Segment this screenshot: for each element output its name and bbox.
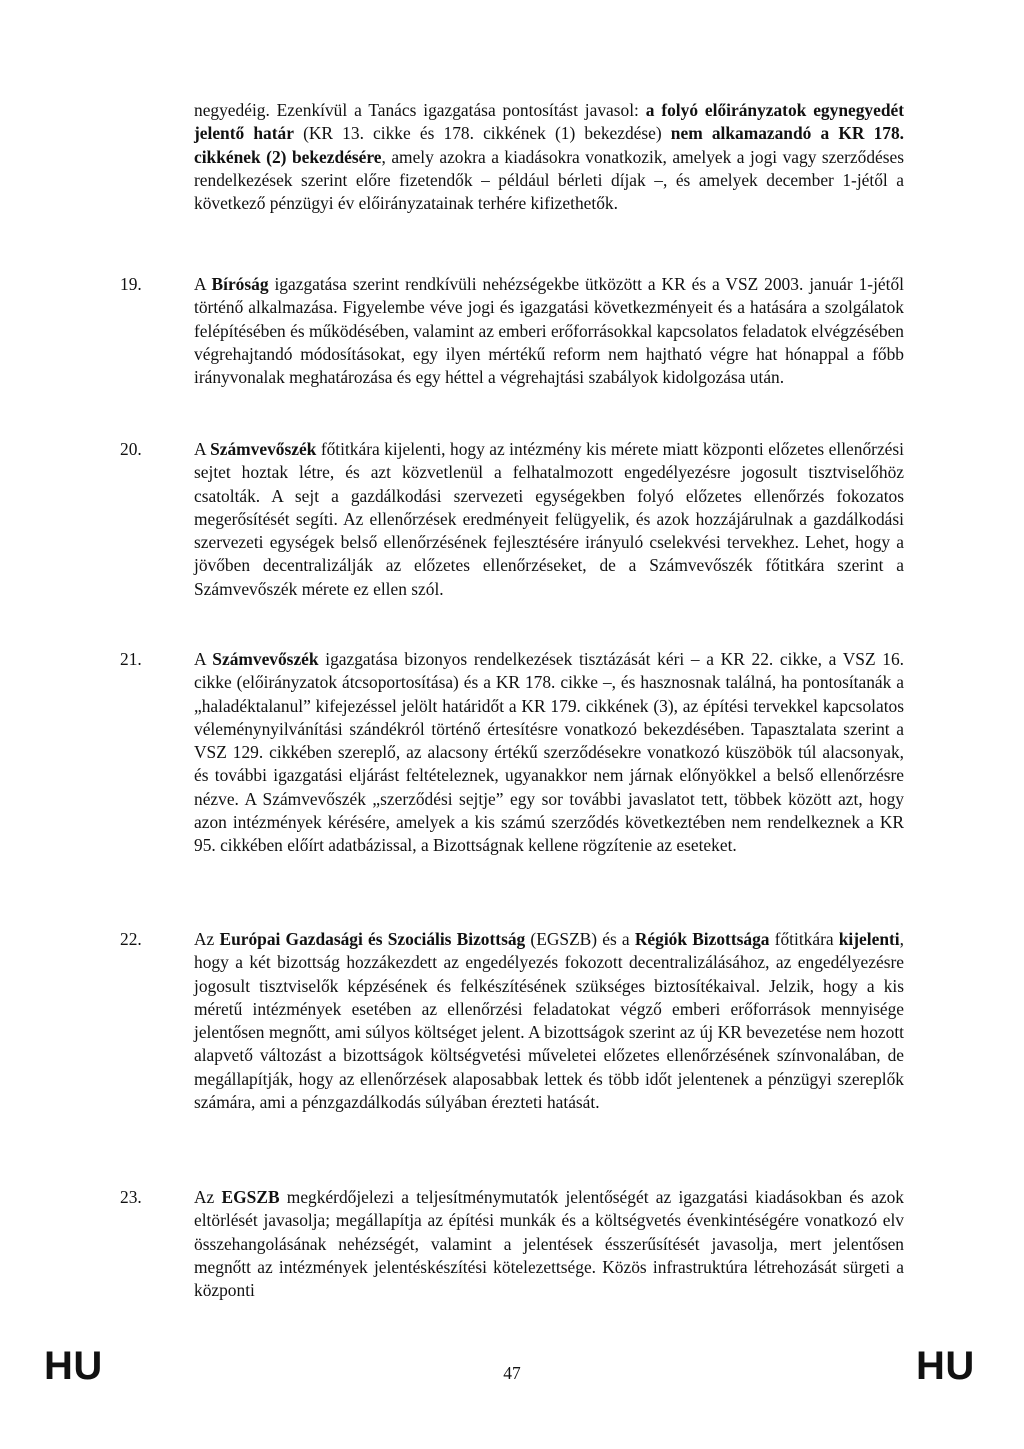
intro-run: , amely azokra a kiadásokra vonatkozik, amelyek a jogi vagy szerződéses rendelkezések szerint előre fizetendők – például bérleti díjak –, és amelyek december 1-jétől a következő pénzügyi év előirányzatainak terhére kifizethetők.	[194, 146, 904, 214]
intro-run: negyedéig. Ezenkívül a Tanács igazgatása pontosítást javasol:	[194, 100, 646, 120]
paragraph-23	[120, 1186, 904, 1302]
text-run: főtitkára	[769, 929, 839, 949]
paragraph-19	[120, 273, 904, 389]
paragraph-21	[120, 648, 904, 858]
footer-language-code-right: HU	[916, 1344, 975, 1388]
text-run-bold: EGSZB	[221, 1187, 280, 1207]
text-run: A	[194, 439, 211, 459]
text-run: A	[194, 274, 212, 294]
paragraph-number: 22.	[120, 929, 142, 949]
paragraph-number: 23.	[120, 1187, 142, 1207]
page-number: 47	[503, 1363, 521, 1383]
text-run-bold: Számvevőszék	[210, 439, 317, 459]
intro-run-bold: nem alkamazandó a KR 178. cikkének (2) bekezdésére	[194, 123, 904, 167]
text-run: igazgatása szerint rendkívüli nehézségekbe ütközött a KR és a VSZ 2003. január 1-jétől történő alkalmazása. Figyelembe véve jogi és igazgatási következményeit és a hatására a szolgálatok felépítésében és működésében, valamint az emberi erőforrásokkal kapcsolatos feladatok elvégzésében végrehajtandó módosításokat, egy ilyen mértékű reform nem hajtható végre hat hónappal a főbb irányvonalak meghatározása és egy héttel a végrehajtási szabályok kidolgozása után.	[194, 274, 904, 388]
paragraph-number: 19.	[120, 274, 142, 294]
paragraph-20	[120, 438, 904, 601]
paragraph-number: 20.	[120, 439, 142, 459]
intro-paragraph	[194, 99, 904, 215]
paragraph-22	[120, 928, 904, 1114]
text-run: A	[194, 649, 213, 669]
paragraph-text	[194, 1186, 904, 1302]
paragraph-number: 21.	[120, 649, 142, 669]
paragraph-text	[194, 273, 904, 389]
text-run-bold: Európai Gazdasági és Szociális Bizottság	[219, 929, 526, 949]
text-run-bold: Számvevőszék	[212, 649, 319, 669]
text-run: (EGSZB) és a	[525, 929, 635, 949]
intro-run-bold: a folyó előirányzatok egynegyedét jelentő határ	[194, 100, 904, 144]
paragraph-text	[194, 648, 904, 858]
text-run-bold: Bíróság	[211, 274, 269, 294]
text-run: Az	[194, 929, 220, 949]
text-run-bold: kijelenti	[838, 929, 900, 949]
text-run: Az	[194, 1187, 222, 1207]
text-run: főtitkára kijelenti, hogy az intézmény kis mérete miatt központi előzetes ellenőrzési sejtet hoztak létre, és azt közvetlenül a felhatalmozott engedélyezésre jogosult tisztviselőhöz csatolták. A sejt a gazdálkodási szervezeti egységekben folyó előzetes ellenőrzés fokozatos megerősítését segíti. Az ellenőrzések eredményeit felügyelik, és azok hozzájárulnak a gazdálkodási szervezeti egységek belső ellenőrzésének fejlesztésére irányuló cselekvési tervekhez. Lehet, hogy a jövőben decentralizálják az előzetes ellenőrzéseket, de a Számvevőszék főtitkára szerint a Számvevőszék mérete ez ellen szól.	[194, 439, 904, 599]
text-run: igazgatása bizonyos rendelkezések tisztázását kéri – a KR 22. cikke, a VSZ 16. cikke (előirányzatok átcsoportosítása) és a KR 178. cikke –, és hasznosnak találná, ha pontosítanák a „haladéktalanul” kifejezéssel jelölt határidőt a KR 179. cikkének (3), az építési tervekkel kapcsolatos véleménynyilvánítási szándékról történő értesítésre vonatkozó bekezdésében. Tapasztalata szerint a VSZ 129. cikkében szereplő, az alacsony értékű szerződésekre vonatkozó küszöbök túl alacsonyak, és további igazgatási eljárást feltételeznek, ugyanakkor nem járnak előnyökkel a belső ellenőrzésre nézve. A Számvevőszék „szerződési sejtje” egy sor további javaslatot tett, többek között azt, hogy azon intézmények kérésére, amelyek a kis számú szerződés következtében nem rendelkeznek a KR 95. cikkében előírt adatbázissal, a Bizottságnak kellene rögzítenie az eseteket.	[194, 649, 904, 856]
footer-language-code-left: HU	[44, 1344, 103, 1388]
text-run: megkérdőjelezi a teljesítménymutatók jelentőségét az igazgatási kiadásokban és azok eltörlését javasolja; megállapítja az építési munkák és a költségvetés évenkintéségére vonatkozó elv összehangolásának nehézségét, valamint a jelentések ésszerűsítését javasolja, mert jelentősen megnőtt az intézmények jelentéskészítési kötelezettsége. Közös infrastruktúra létrehozását sürgeti a központi	[194, 1187, 904, 1301]
paragraph-text	[194, 928, 904, 1114]
paragraph-text	[194, 438, 904, 601]
text-run: , hogy a két bizottság hozzákezdett az engedélyezés fokozott decentralizálásához, az engedélyezésre jogosult tisztviselők képzésének és felkészítésének szükséges biztosítékaival. Jelzik, hogy a kis méretű intézmények esetében az ellenőrzési feladatokat végző emberi erőforrások mennyisége jelentősen megnőtt, ami súlyos költséget jelent. A bizottságok szerint az új KR bevezetése nem hozott alapvető változást a bizottságok költségvetési műveletei előzetes ellenőrzésének színvonalában, de megállapítják, hogy az ellenőrzések alaposabbak lettek és több időt jelentenek a pénzügyi szereplők számára, ami a pénzgazdálkodás súlyában érezteti hatását.	[194, 929, 904, 1113]
intro-run: (KR 13. cikke és 178. cikkének (1) bekezdése)	[293, 123, 671, 144]
text-run-bold: Régiók Bizottsága	[634, 929, 770, 949]
